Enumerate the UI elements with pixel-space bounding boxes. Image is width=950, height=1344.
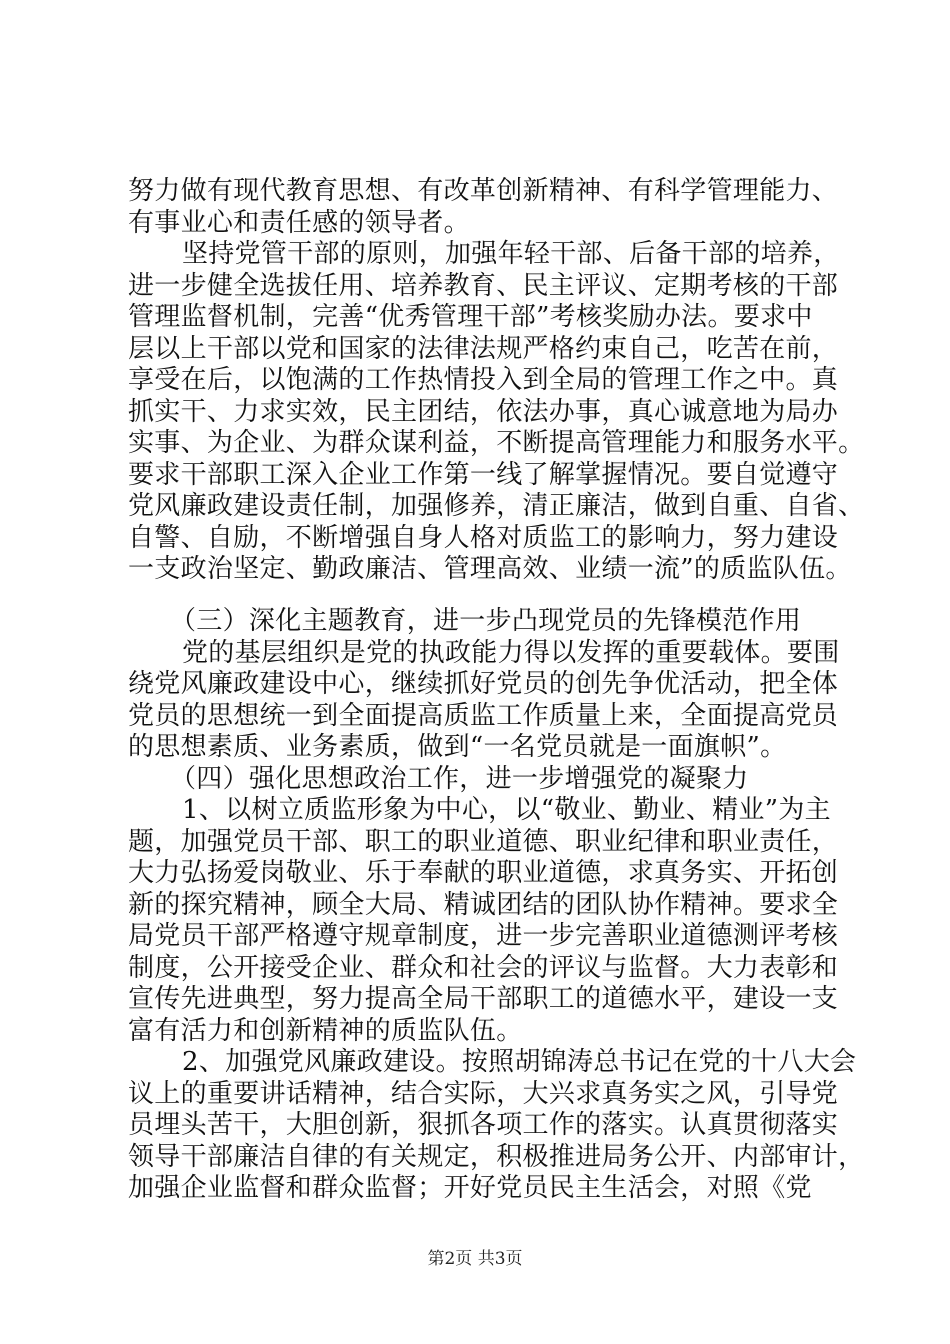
section-three xyxy=(128,606,840,764)
text-line: 坚持党管干部的原则，加强年轻干部、后备干部的培养， xyxy=(182,239,840,269)
text-line: 党风廉政建设责任制，加强修养，清正廉洁，做到自重、自省、 xyxy=(128,491,865,521)
text-line: 抓实干、力求实效，民主团结，依法办事，真心诚意地为局办 xyxy=(128,396,839,427)
text-line: 宣传先进典型，努力提高全局干部职工的道德水平，建设一支 xyxy=(128,984,839,1014)
text-line: 享受在后，以饱满的工作热情投入到全局的管理工作之中。真 xyxy=(128,365,839,395)
body-text-bottom xyxy=(128,606,865,1205)
text-line: 议上的重要讲话精神，结合实际，大兴求真务实之风，引导党 xyxy=(128,1078,839,1109)
text-line: 实事、为企业、为群众谋利益，不断提高管理能力和服务水平。 xyxy=(128,428,865,458)
text-line: 层以上干部以党和国家的法律法规严格约束自己，吃苦在前， xyxy=(128,333,839,364)
text-line: 自警、自励，不断增强自身人格对质监工的影响力，努力建设 xyxy=(128,522,839,553)
text-line: 管理监督机制，完善“优秀管理干部”考核奖励办法。要求中 xyxy=(128,302,813,332)
section-four xyxy=(128,763,865,1205)
text-line: 党员的思想统一到全面提高质监工作质量上来，全面提高党员 xyxy=(128,700,839,731)
text-line: 局党员干部严格遵守规章制度，进一步完善职业道德测评考核 xyxy=(128,921,839,951)
text-line: 1、以树立质监形象为中心，以“敬业、勤业、精业”为主 xyxy=(182,795,831,825)
text-line: 加强企业监督和群众监督；开好党员民主生活会，对照《党 xyxy=(128,1173,812,1203)
section-heading: （三）深化主题教育，进一步凸现党员的先锋模范作用 xyxy=(170,606,802,636)
text-line: 有事业心和责任感的领导者。 xyxy=(128,207,470,238)
section-heading: （四）强化思想政治工作，进一步增强党的凝聚力 xyxy=(170,763,749,794)
text-line: 努力做有现代教育思想、有改革创新精神、有科学管理能力、 xyxy=(128,176,839,206)
page-footer xyxy=(0,1244,950,1269)
text-line: 绕党风廉政建设中心，继续抓好党员的创先争优活动，把全体 xyxy=(128,669,839,699)
text-line: 要求干部职工深入企业工作第一线了解掌握情况。要自觉遵守 xyxy=(128,459,839,490)
text-line: 大力弘扬爱岗敬业、乐于奉献的职业道德，求真务实、开拓创 xyxy=(128,858,839,888)
paragraph-continuation xyxy=(128,176,839,239)
text-line: 的思想素质、业务素质，做到“一名党员就是一面旗帜”。 xyxy=(128,732,787,762)
text-line: 制度，公开接受企业、群众和社会的评议与监督。大力表彰和 xyxy=(128,952,839,983)
text-line: 一支政治坚定、勤政廉洁、管理高效、业绩一流”的质监队伍。 xyxy=(128,554,852,584)
text-line: 党的基层组织是党的执政能力得以发挥的重要载体。要围 xyxy=(182,637,840,668)
paragraph-cadre-management xyxy=(128,239,865,586)
text-line: 富有活力和创新精神的质监队伍。 xyxy=(128,1015,523,1046)
text-line: 新的探究精神，顾全大局、精诚团结的团队协作精神。要求全 xyxy=(128,889,839,920)
text-line: 进一步健全选拔任用、培养教育、民主评议、定期考核的干部 xyxy=(128,270,839,301)
body-text-top xyxy=(128,176,865,586)
text-line: 领导干部廉洁自律的有关规定，积极推进局务公开、内部审计， xyxy=(128,1141,865,1172)
text-line: 员埋头苦干，大胆创新，狠抓各项工作的落实。认真贯彻落实 xyxy=(128,1110,839,1140)
page-number-label: 第2页 共3页 xyxy=(427,1249,523,1269)
text-line: 题，加强党员干部、职工的职业道德、职业纪律和职业责任， xyxy=(128,826,839,857)
text-line: 2、加强党风廉政建设。按照胡锦涛总书记在党的十八大会 xyxy=(182,1047,857,1077)
